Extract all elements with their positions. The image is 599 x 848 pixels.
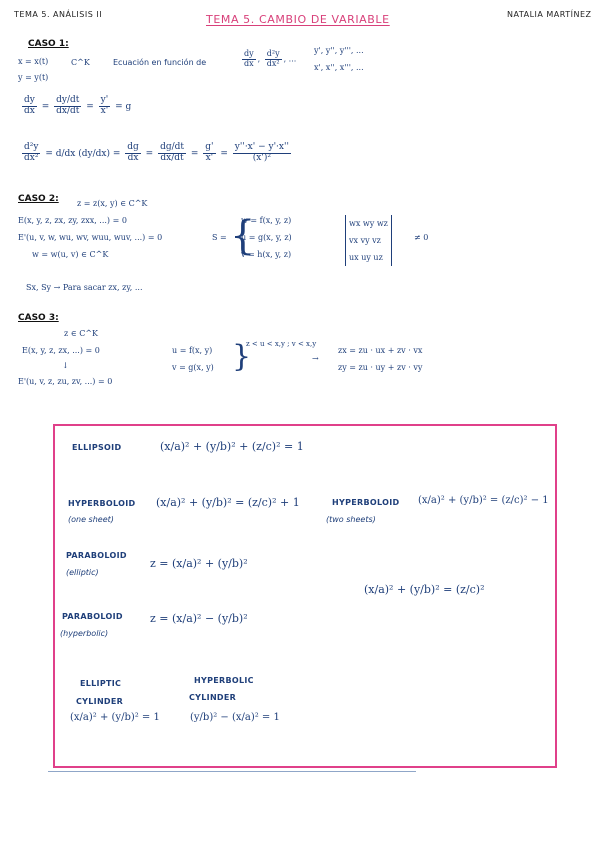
frac-num: g' <box>205 142 214 152</box>
caso2-s-label: S = <box>212 233 227 242</box>
caso1-line2-b: = d/dx (dy/dx) = <box>45 148 121 159</box>
caso2-s3: v = h(x, y, z) <box>241 250 292 259</box>
paraboloid-elliptic-eq: z = (x/a)² + (y/b)² <box>150 557 248 570</box>
cyl-hyperbolic-eq: (y/b)² − (x/a)² = 1 <box>190 712 280 723</box>
caso3-zx: zx = zu · ux + zv · vx <box>338 346 423 355</box>
caso1-line1-tail: = g <box>115 101 132 112</box>
cyl-hyperbolic-name1: HYPERBOLIC <box>194 676 254 685</box>
caso1-label: CASO 1: <box>28 39 69 49</box>
caso3-zy: zy = zu · uy + zv · vy <box>338 363 423 372</box>
bottom-rule <box>48 771 416 772</box>
ellipsoid-name: ELLIPSOID <box>72 443 122 452</box>
frac-den: dx/dt <box>160 152 184 163</box>
caso1-x-def: x = x(t) <box>18 57 49 66</box>
caso3-label: CASO 3: <box>18 313 59 323</box>
caso1-y-def: y = y(t) <box>18 73 49 82</box>
frac-num: d²y <box>266 49 280 58</box>
caso2-e1: E(x, y, z, zx, zy, zxx, ...) = 0 <box>18 216 127 225</box>
frac-num: d²y <box>24 142 39 152</box>
paraboloid-elliptic-name: PARABOLOID <box>66 551 127 560</box>
caso2-z-def: z = z(x, y) ∈ C^K <box>77 199 148 208</box>
caso1-ck: C^K <box>71 58 90 67</box>
det-row: ux uy uz <box>349 253 383 262</box>
caso1-line2: $\frac{\text{d²y}}{\text{dx²}}$ = d/dx (dy/dx) = $\frac{dg}{dx}$ = $\frac{dg/dt}{dx/dt}$ = $\frac{g'}{x'}$ = $\frac{y''\cdot x' - y'\cdot x''}{\text{(x')²}}$ <box>24 142 289 163</box>
cyl-elliptic-eq: (x/a)² + (y/b)² = 1 <box>70 712 160 723</box>
paraboloid-hyperbolic-name: PARABOLOID <box>62 612 123 621</box>
author-name: NATALIA MARTÍNEZ <box>507 10 592 19</box>
frac-num: dy/dt <box>56 95 80 105</box>
frac-den: dx <box>127 152 139 163</box>
caso2-s2: u = g(x, y, z) <box>241 233 292 242</box>
caso2-det-tail: ≠ 0 <box>414 233 429 242</box>
caso2-determinant <box>345 215 392 266</box>
page-title: TEMA 5. CAMBIO DE VARIABLE <box>206 13 390 26</box>
paraboloid-hyperbolic-sub: (hyperbolic) <box>60 629 109 638</box>
frac-den: dx/dt <box>56 105 80 116</box>
caso1-line1: $\frac{dy}{dx}$ = $\frac{dy/dt}{dx/dt}$ = $\frac{y'}{x'}$ = g <box>24 95 132 116</box>
caso1-text: Ecuación en función de <box>113 58 207 67</box>
frac-den: dx² <box>266 58 280 68</box>
caso1-deriv-fracs: $\frac{dy}{dx}$ , $\frac{\text{d²y}}{\text{dx²}}$ , ... <box>244 49 297 68</box>
frac-num: dy <box>24 95 35 105</box>
cone-eq: (x/a)² + (y/b)² = (z/c)² <box>364 583 485 596</box>
course-label: TEMA 5. ANÁLISIS II <box>14 10 103 19</box>
frac-den: dx <box>244 58 254 68</box>
paraboloid-hyperbolic-eq: z = (x/a)² − (y/b)² <box>150 612 248 625</box>
caso2-brace: { <box>230 213 256 259</box>
caso3-u-def: u = f(x, y) <box>172 346 213 355</box>
cyl-hyperbolic-name2: CYLINDER <box>189 693 237 702</box>
caso1-primes-top: y', y'', y''', ... <box>314 46 364 55</box>
caso2-note: Sx, Sy → Para sacar zx, zy, ... <box>26 283 143 292</box>
caso3-v-def: v = g(x, y) <box>172 363 214 372</box>
caso1-ellipsis: , ... <box>283 54 297 64</box>
cyl-elliptic-name1: ELLIPTIC <box>80 679 122 688</box>
caso2-e2: E'(u, v, w, wu, wv, wuu, wuv, ...) = 0 <box>18 233 163 242</box>
hyperboloid-one-eq: (x/a)² + (y/b)² = (z/c)² + 1 <box>156 496 300 509</box>
caso3-z-in: z ∈ C^K <box>64 329 99 338</box>
hyperboloid-two-sub: (two sheets) <box>326 515 376 524</box>
paraboloid-elliptic-sub: (elliptic) <box>66 568 99 577</box>
frac-den: dx <box>24 105 35 116</box>
caso2-s1: w = f(x, y, z) <box>241 216 292 225</box>
hyperboloid-one-sub: (one sheet) <box>68 515 114 524</box>
caso3-brace: } <box>232 339 252 374</box>
det-row: vx vy vz <box>349 236 381 245</box>
ellipsoid-eq: (x/a)² + (y/b)² + (z/c)² = 1 <box>160 440 304 453</box>
frac-den: (x')² <box>252 152 271 163</box>
frac-num: y''·x' − y'·x'' <box>234 142 289 152</box>
frac-num: dg/dt <box>160 142 184 152</box>
frac-den: x' <box>205 152 214 163</box>
caso3-e1: E(x, y, z, zx, ...) = 0 <box>22 346 100 355</box>
caso3-tree: z < u < x,y ; v < x,y <box>246 340 317 348</box>
frac-den: dx² <box>24 152 39 163</box>
hyperboloid-one-name: HYPERBOLOID <box>68 499 136 508</box>
caso3-arrow: ↓ <box>62 361 69 370</box>
hyperboloid-two-name: HYPERBOLOID <box>332 498 400 507</box>
frac-den: x' <box>100 105 109 116</box>
caso2-label: CASO 2: <box>18 194 59 204</box>
hyperboloid-two-eq: (x/a)² + (y/b)² = (z/c)² − 1 <box>418 495 549 506</box>
det-row: wx wy wz <box>349 219 388 228</box>
frac-num: dg <box>127 142 139 152</box>
caso3-e2: E'(u, v, z, zu, zv, ...) = 0 <box>18 377 113 386</box>
cyl-elliptic-name2: CYLINDER <box>76 697 124 706</box>
caso1-primes-bot: x', x'', x''', ... <box>314 63 364 72</box>
caso2-w-def: w = w(u, v) ∈ C^K <box>32 250 109 259</box>
frac-num: dy <box>244 49 254 58</box>
frac-num: y' <box>100 95 109 105</box>
caso3-arrow2: → <box>312 354 319 363</box>
